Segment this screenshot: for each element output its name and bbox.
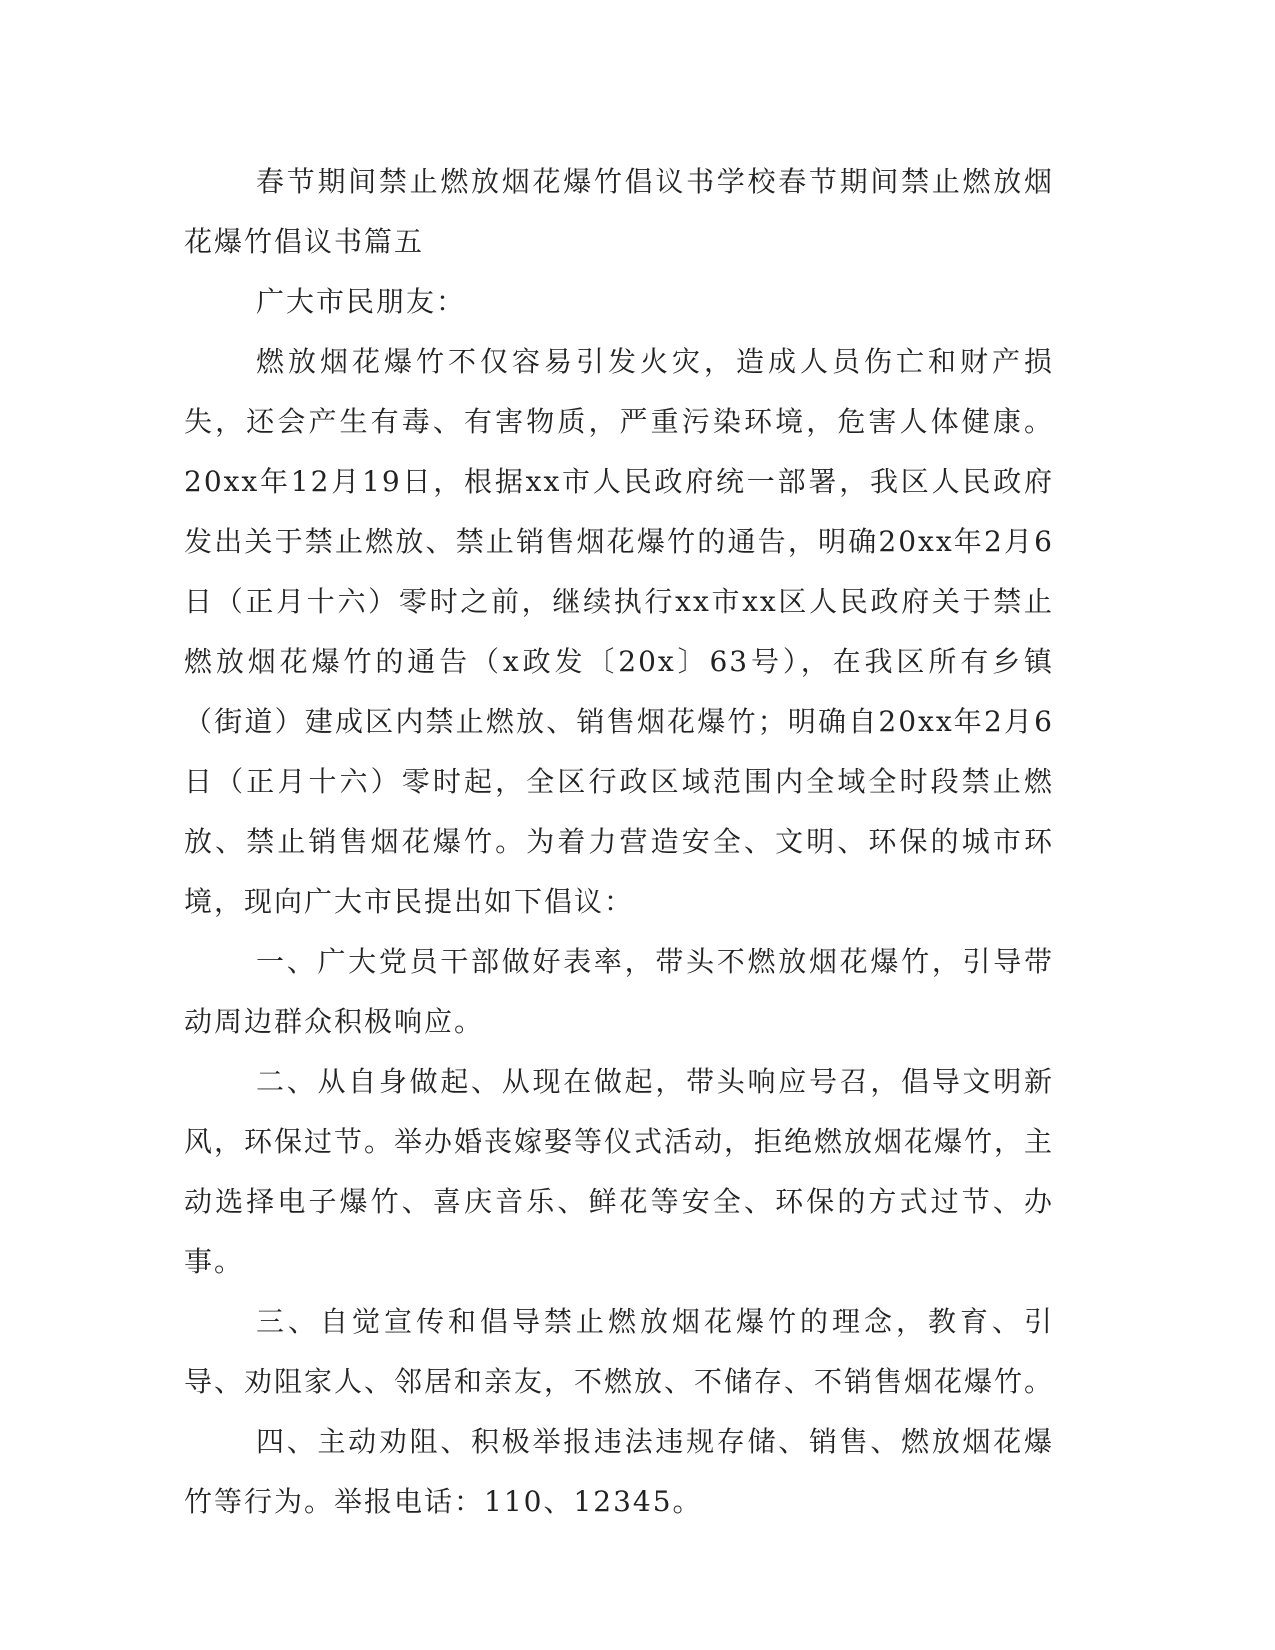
- paragraph-proposal-1: 一、广大党员干部做好表率，带头不燃放烟花爆竹，引导带动周边群众积极响应。: [184, 945, 1054, 1038]
- document-title: 春节期间禁止燃放烟花爆竹倡议书学校春节期间禁止燃放烟花爆竹倡议书篇五: [184, 165, 1054, 258]
- salutation: 广大市民朋友：: [256, 285, 467, 318]
- paragraph-proposal-3: 三、自觉宣传和倡导禁止燃放烟花爆竹的理念，教育、引导、劝阻家人、邻居和亲友，不燃放、不储存、不销售烟花爆竹。: [184, 1305, 1055, 1398]
- paragraph-intro: 燃放烟花爆竹不仅容易引发火灾，造成人员伤亡和财产损失，还会产生有毒、有害物质，严重污染环境，危害人体健康。20xx年12月19日，根据xx市人民政府统一部署，我区人民政府发出关于禁止燃放、禁止销售烟花爆竹的通告，明确20xx年2月6日（正月十六）零时之前，继续执行xx市xx区人民政府关于禁止燃放烟花爆竹的通告（x政发〔20x〕63号），在我区所有乡镇（街道）建成区内禁止燃放、销售烟花爆竹；明确自20xx年2月6日（正月十六）零时起，全区行政区域范围内全域全时段禁止燃放、禁止销售烟花爆竹。为着力营造安全、文明、环保的城市环境，现向广大市民提出如下倡议：: [184, 345, 1054, 918]
- document-body: [184, 152, 1054, 1532]
- paragraph-proposal-2: 二、从自身做起、从现在做起，带头响应号召，倡导文明新风，环保过节。举办婚丧嫁娶等仪式活动，拒绝燃放烟花爆竹，主动选择电子爆竹、喜庆音乐、鲜花等安全、环保的方式过节、办事。: [184, 1065, 1055, 1278]
- paragraph-proposal-4: 四、主动劝阻、积极举报违法违规存储、销售、燃放烟花爆竹等行为。举报电话：110、12345。: [184, 1425, 1054, 1518]
